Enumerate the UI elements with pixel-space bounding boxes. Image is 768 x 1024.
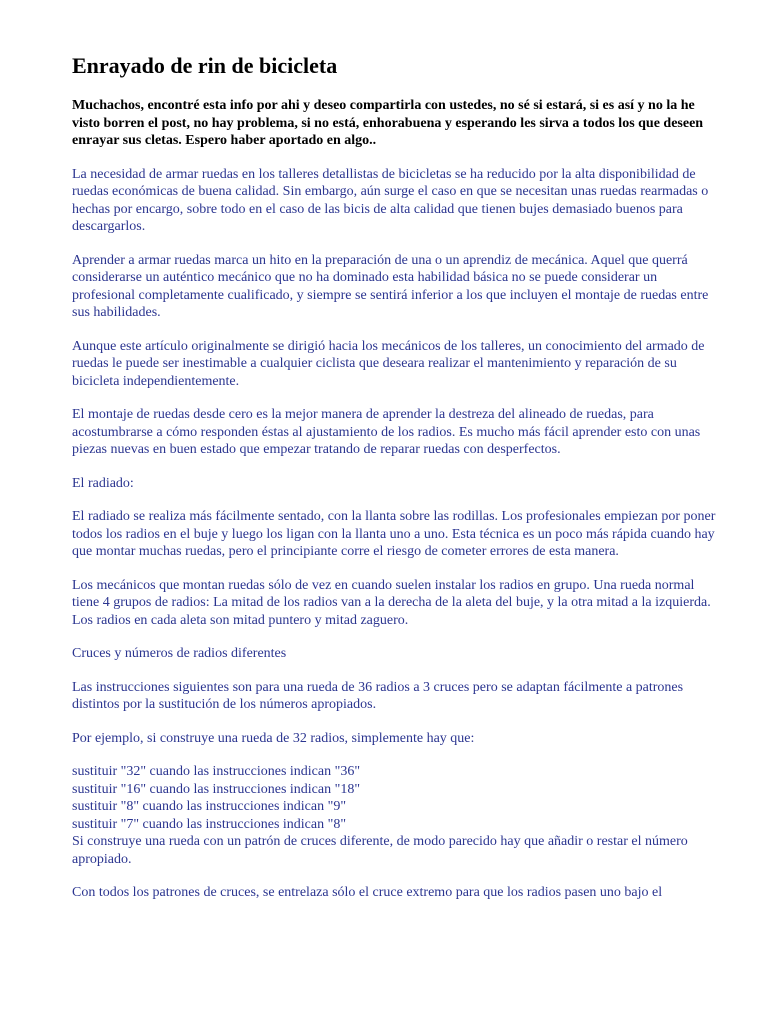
section-heading-cruces: Cruces y números de radios diferentes [72, 646, 287, 661]
substitution-line: sustituir "7" cuando las instrucciones indican "8" [72, 816, 347, 832]
paragraph-7: Las instrucciones siguientes son para una rueda de 36 radios a 3 cruces pero se adaptan fácilmente a patrones distintos por la sustitución de los números apropiados. [72, 679, 684, 712]
document-page [72, 52, 717, 918]
substitution-line: sustituir "32" cuando las instrucciones indican "36" [72, 764, 361, 779]
paragraph-6: Los mecánicos que montan ruedas sólo de vez en cuando suelen instalar los radios en grupo. Una rueda normal tiene 4 grupos de radios: La mitad de los radios van a la derecha de la aleta del buje, y la otra mitad a la izquierda. Los radios en cada aleta son mitad puntero y mitad zaguero. [72, 577, 711, 628]
paragraph-8: Por ejemplo, si construye una rueda de 32 radios, simplemente hay que: [72, 730, 475, 746]
paragraph-last: Con todos los patrones de cruces, se entrelaza sólo el cruce extremo para que los radios pasen uno bajo el [72, 885, 663, 900]
paragraph-2: Aprender a armar ruedas marca un hito en la preparación de una o un aprendiz de mecánica. Aquel que querrá considerarse un auténtico mecánico que no ha dominado esta habilidad básica no se puede considerar un profesional completamente cualificado, y siempre se sentirá inferior a los que incluyen el montaje de ruedas entre sus habilidades. [72, 252, 709, 320]
substitution-line: sustituir "8" cuando las instrucciones indican "9" [72, 799, 347, 814]
paragraph-5: El radiado se realiza más fácilmente sentado, con la llanta sobre las rodillas. Los profesionales empiezan por poner todos los radios en el buje y luego los ligan con la llanta uno a uno. Esta técnica es un poco más rápida cuando hay que montar muchas ruedas, pero el principiante corre el riesgo de cometer errores de esta manera. [72, 509, 716, 559]
substitution-line: sustituir "16" cuando las instrucciones indican "18" [72, 781, 361, 797]
page-title: Enrayado de rin de bicicleta [72, 53, 338, 78]
paragraph-after-list: Si construye una rueda con un patrón de cruces diferente, de modo parecido hay que añadir o restar el número apropiado. [72, 834, 688, 867]
section-heading-radiado: El radiado: [72, 475, 134, 491]
intro-paragraph: Muchachos, encontré esta info por ahi y deseo compartirla con ustedes, no sé si estará, si es así y no la he visto borren el post, no hay problema, si no está, enhorabuena y esperando les sirva a todos los que deseen enrayar sus cletas. Espero haber aportado en algo.. [72, 98, 704, 148]
document-body [72, 166, 717, 902]
paragraph-1: La necesidad de armar ruedas en los talleres detallistas de bicicletas se ha reducido por la alta disponibilidad de ruedas económicas de buena calidad. Sin embargo, aún surge el caso en que se necesitan unas ruedas rearmadas o hechas por encargo, sobre todo en el caso de las bicis de alta calidad que tienen bujes demasiado buenos para descargarlos. [72, 166, 709, 234]
paragraph-3: Aunque este artículo originalmente se dirigió hacia los mecánicos de los talleres, un conocimiento del armado de ruedas le puede ser inestimable a cualquier ciclista que deseara realizar el mantenimiento y reparación de su bicicleta independientemente. [72, 338, 705, 389]
paragraph-4: El montaje de ruedas desde cero es la mejor manera de aprender la destreza del alineado de ruedas, para acostumbrarse a cómo responden éstas al ajustamiento de los radios. Es mucho más fácil aprender esto con unas piezas nuevas en buen estado que empezar tratando de reparar ruedas con desperfectos. [72, 407, 701, 457]
